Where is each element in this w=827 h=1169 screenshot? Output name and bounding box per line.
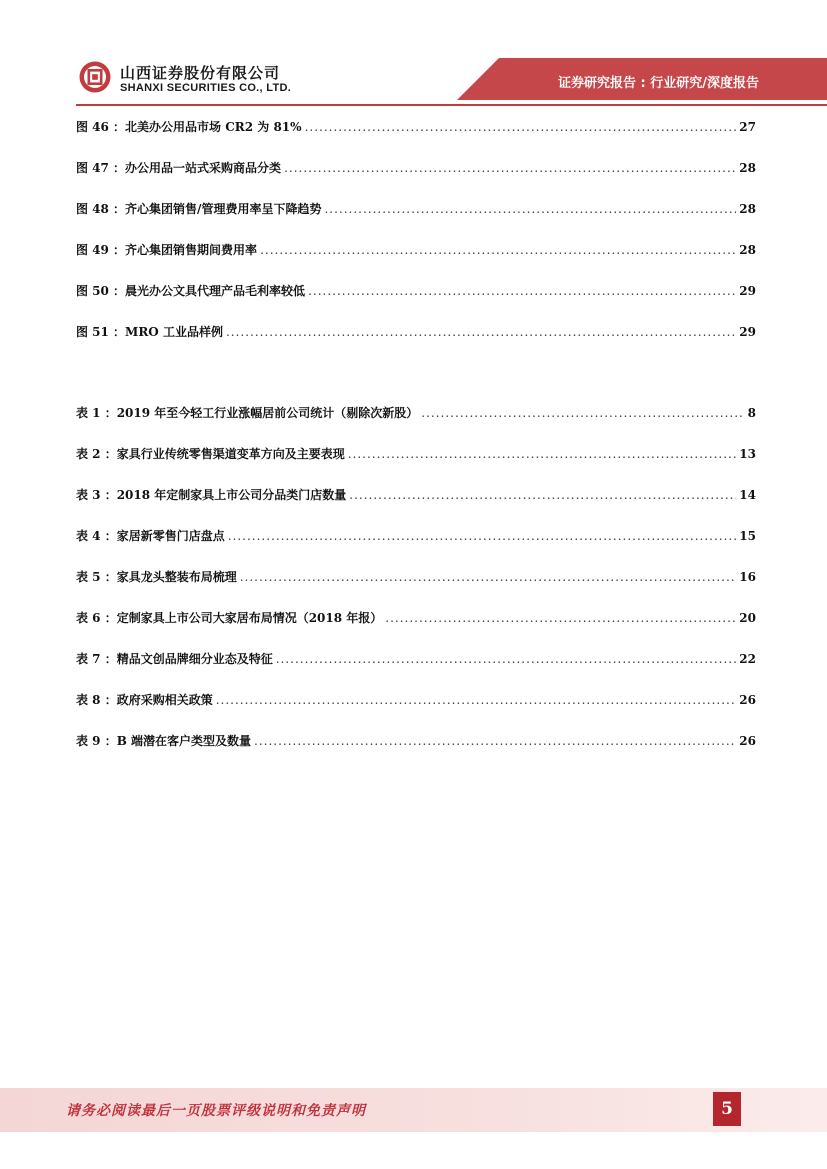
dot-leader — [348, 447, 737, 461]
dot-leader — [324, 202, 736, 216]
toc-entry-label: 图 48 ：齐心集团销售/管理费用率呈下降趋势 — [76, 202, 322, 216]
toc-entry[interactable] — [76, 650, 756, 668]
company-name-cn: 山西证券股份有限公司 — [120, 64, 281, 82]
toc-entry-label: 表 5 ：家具龙头整装布局梳理 — [76, 570, 237, 584]
toc-entry-label: 表 8 ：政府采购相关政策 — [76, 693, 213, 707]
toc-entry-page: 14 — [739, 488, 756, 502]
toc-entry[interactable] — [76, 323, 756, 341]
toc-entry-label: 表 4 ：家居新零售门店盘点 — [76, 529, 225, 543]
toc-entry-page: 26 — [739, 734, 756, 748]
dot-leader — [254, 734, 736, 748]
dot-leader — [385, 611, 736, 625]
toc-entry-page: 29 — [739, 325, 756, 339]
dot-leader — [216, 693, 737, 707]
toc-entry[interactable] — [76, 241, 756, 259]
toc-entry-label: 表 3 ：2018 年定制家具上市公司分品类门店数量 — [76, 488, 347, 502]
toc-entry-label: 图 51 ：MRO 工业品样例 — [76, 325, 223, 339]
dot-leader — [421, 406, 744, 420]
dot-leader — [305, 120, 737, 134]
toc-entry[interactable] — [76, 527, 756, 545]
toc-entry-label: 图 49 ：齐心集团销售期间费用率 — [76, 243, 258, 257]
page-number: 5 — [713, 1092, 741, 1126]
toc-entry[interactable] — [76, 159, 756, 177]
company-logo-icon — [78, 60, 112, 94]
dot-leader — [284, 161, 736, 175]
toc-entry-label: 表 6 ：定制家具上市公司大家居布局情况（2018 年报） — [76, 611, 383, 625]
dot-leader — [226, 325, 736, 339]
toc-entry-page: 8 — [747, 406, 756, 420]
toc-entry[interactable] — [76, 445, 756, 463]
toc-entry-label: 表 1 ：2019 年至今轻工行业涨幅居前公司统计（剔除次新股） — [76, 406, 419, 420]
toc-entry-label: 表 9 ：B 端潜在客户类型及数量 — [76, 734, 252, 748]
toc-entry-page: 20 — [739, 611, 756, 625]
toc-entry-label: 表 2 ：家具行业传统零售渠道变革方向及主要表现 — [76, 447, 345, 461]
toc-entry-label: 表 7 ：精品文创品牌细分业态及特征 — [76, 652, 273, 666]
toc-entry[interactable] — [76, 609, 756, 627]
dot-leader — [228, 529, 737, 543]
dot-leader — [260, 243, 736, 257]
toc-entry-page: 27 — [739, 120, 756, 134]
toc-entry[interactable] — [76, 118, 756, 136]
toc-entry-page: 28 — [739, 243, 756, 257]
toc-entry[interactable] — [76, 486, 756, 504]
dot-leader — [308, 284, 736, 298]
toc-entry[interactable] — [76, 282, 756, 300]
dot-leader — [349, 488, 736, 502]
toc-entry-page: 22 — [739, 652, 756, 666]
toc-entry[interactable] — [76, 732, 756, 750]
header-divider — [76, 104, 827, 106]
toc-entry-page: 15 — [739, 529, 756, 543]
toc-entry[interactable] — [76, 568, 756, 586]
dot-leader — [240, 570, 737, 584]
toc-entry-page: 28 — [739, 202, 756, 216]
page-header — [0, 0, 827, 110]
toc-entry-page: 16 — [739, 570, 756, 584]
company-name-en: SHANXI SECURITIES CO., LTD. — [120, 82, 292, 94]
toc-entry-page: 28 — [739, 161, 756, 175]
toc-entry-label: 图 46 ：北美办公用品市场 CR2 为 81% — [76, 120, 302, 134]
toc-entry-label: 图 47 ：办公用品一站式采购商品分类 — [76, 161, 282, 175]
toc-entry-page: 13 — [739, 447, 756, 461]
toc-entry[interactable] — [76, 404, 756, 422]
disclaimer-notice: 请务必阅读最后一页股票评级说明和免责声明 — [66, 1103, 366, 1119]
dot-leader — [276, 652, 737, 666]
toc-entry-page: 29 — [739, 284, 756, 298]
toc-entry[interactable] — [76, 691, 756, 709]
toc-entry-page: 26 — [739, 693, 756, 707]
report-type-title: 证券研究报告 : 行业研究/深度报告 — [558, 76, 759, 91]
toc-entry[interactable] — [76, 200, 756, 218]
toc-entry-label: 图 50 ：晨光办公文具代理产品毛利率较低 — [76, 284, 306, 298]
